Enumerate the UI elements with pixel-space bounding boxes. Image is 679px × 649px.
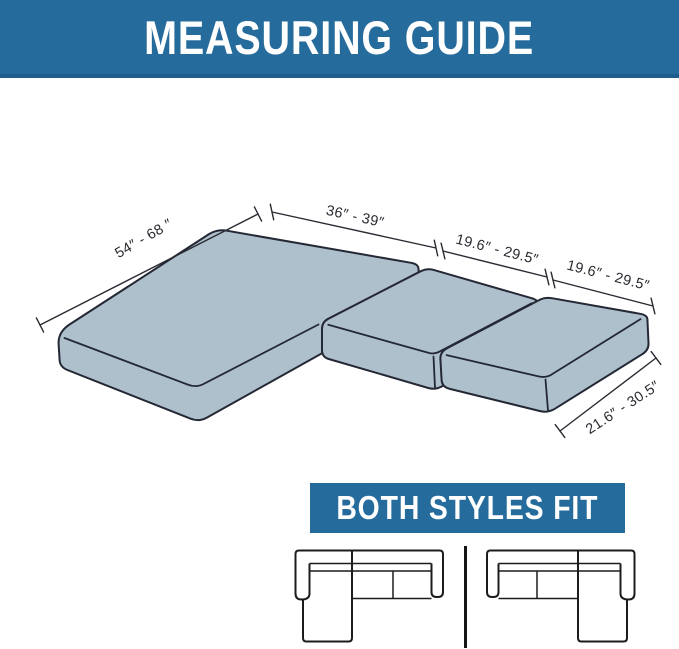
page-title: MEASURING GUIDE xyxy=(144,10,535,64)
both-styles-banner-label: BOTH STYLES FIT xyxy=(336,489,599,526)
dimension-label-chaise-length: 54″ - 68 ″ xyxy=(112,216,176,262)
dimension-label-seat-depth: 21.6″ - 30.5″ xyxy=(583,378,663,438)
dimension-label-right-seat-width: 19.6″ - 29.5″ xyxy=(564,257,652,295)
sofa-left-chaise-icon xyxy=(294,549,444,645)
both-styles-banner xyxy=(310,483,625,533)
dimension-label-chaise-width: 36″ - 39″ xyxy=(324,202,386,232)
style-divider xyxy=(464,546,467,648)
dimension-label-middle-seat-width: 19.6″ - 29.5″ xyxy=(453,231,541,269)
sofa-right-chaise-icon xyxy=(486,549,636,645)
